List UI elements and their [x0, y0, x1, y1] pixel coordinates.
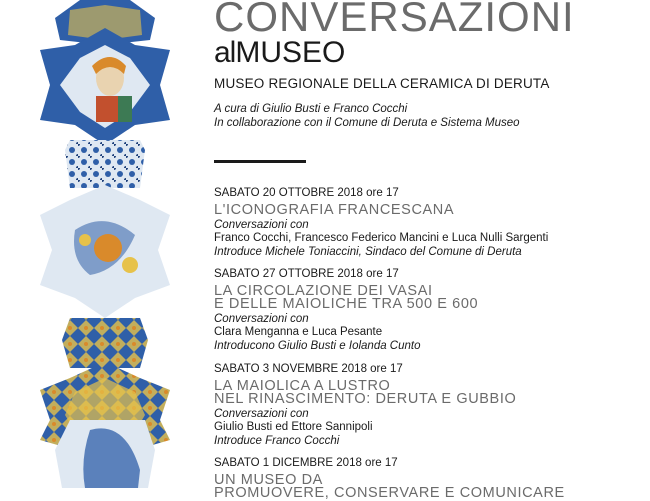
event-title: LA CIRCOLAZIONE DEI VASAI [214, 283, 433, 299]
event-speakers: Clara Menganna e Luca Pesante [214, 326, 383, 338]
event-speakers: Giulio Busti ed Ettore Sannipoli [214, 421, 373, 433]
divider-rule [214, 160, 306, 163]
event-date: SABATO 27 OTTOBRE 2018 ore 17 [214, 268, 399, 280]
event-item [214, 362, 644, 448]
title-al-museo [214, 37, 345, 69]
event-intro: Introduce Michele Toniaccini, Sindaco del Comune di Deruta [214, 246, 522, 258]
event-title: LA MAIOLICA A LUSTRO [214, 378, 391, 394]
majolica-tile-column-icon [30, 0, 180, 488]
title-museo: MUSEO [235, 36, 346, 69]
event-date: SABATO 20 OTTOBRE 2018 ore 17 [214, 187, 399, 199]
event-speakers: Franco Cocchi, Francesco Federico Mancini e Luca Nulli Sargenti [214, 232, 549, 244]
event-item [214, 186, 644, 259]
curator-credit: A cura di Giulio Busti e Franco Cocchi [214, 103, 408, 115]
museum-subtitle: MUSEO REGIONALE DELLA CERAMICA DI DERUTA [214, 76, 550, 91]
event-label: Conversazioni con [214, 408, 309, 420]
event-item [214, 456, 644, 500]
event-title: L'ICONOGRAFIA FRANCESCANA [214, 202, 455, 218]
event-date: SABATO 3 NOVEMBRE 2018 ore 17 [214, 363, 403, 375]
event-title: UN MUSEO DA [214, 472, 323, 488]
event-item [214, 267, 644, 353]
title-conversazioni: CONVERSAZIONI [214, 0, 575, 40]
event-title-line2: NEL RINASCIMENTO: DERUTA E GUBBIO [214, 391, 517, 407]
event-intro: Introducono Giulio Busti e Iolanda Cunto [214, 340, 421, 352]
collaboration-credit: In collaborazione con il Comune di Deruta e Sistema Museo [214, 117, 520, 129]
event-label: Conversazioni con [214, 219, 309, 231]
event-title-line2: E DELLE MAIOLICHE TRA 500 E 600 [214, 296, 479, 312]
event-intro: Introduce Franco Cocchi [214, 435, 340, 447]
event-label: Conversazioni con [214, 313, 309, 325]
event-title-line2: PROMUOVERE, CONSERVARE E COMUNICARE [214, 485, 565, 501]
title-al: al [214, 36, 236, 69]
event-date: SABATO 1 DICEMBRE 2018 ore 17 [214, 457, 398, 469]
